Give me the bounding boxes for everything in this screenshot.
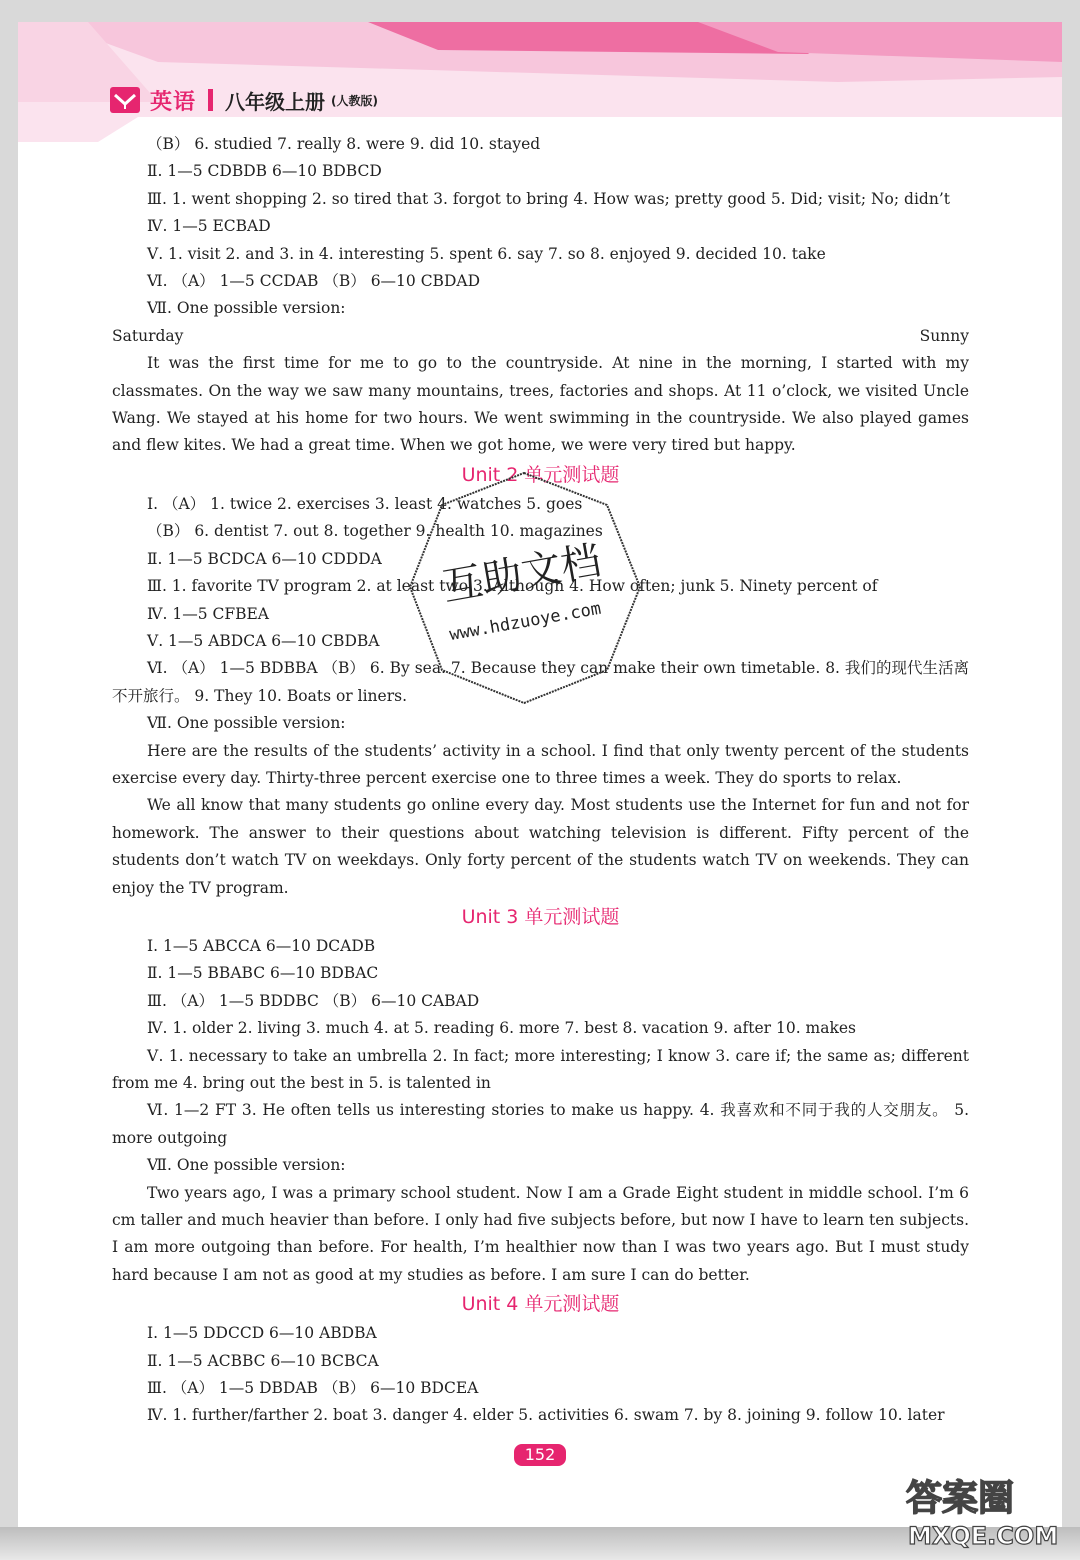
essay-paragraph: It was the first time for me to go to the countryside. At nine in the morning, I started with my classmates. On the way we saw many mountains, trees, factories and shops. At 11 o’clock, we visited Uncle Wang. We stayed at his home for two hours. We went swimming in the countryside. We also played games and flew kites. We had a great time. When we got home, we were very tired but happy. [112, 354, 969, 455]
unit-3-title: Unit 3 单元测试题 [461, 905, 620, 928]
document-page [18, 22, 1062, 1527]
watermark-text: 互助文档 [438, 537, 605, 611]
answer-line: Ⅴ. 1. visit 2. and 3. in 4. interesting 5. spent 6. say 7. so 8. enjoyed 9. decided 10. take [147, 244, 826, 263]
answer-line: Ⅲ. 1. favorite TV program 2. at least two 3. Although 4. How often; junk 5. Ninety percent of [147, 577, 878, 596]
answer-line: Ⅲ. （A） 1—5 DBDAB （B） 6—10 BDCEA [147, 1379, 479, 1398]
answer-line: Ⅶ. One possible version: [147, 1156, 346, 1175]
answer-line: （B） 6. studied 7. really 8. were 9. did 10. stayed [147, 135, 541, 153]
answer-line: Ⅰ. 1—5 ABCCA 6—10 DCADB [147, 936, 376, 955]
watermark-url: www.hdzuoye.com [447, 598, 603, 646]
essay-paragraph: Two years ago, I was a primary school student. Now I am a Grade Eight student in middle school. I’m 6 cm taller and much heavier than before. I only had five subjects before, but now I have to learn ten subjects. I am more outgoing than before. For health, I’m healthier now than I was two years ago. But I must study hard because I am not as good at my studies as before. I am sure I can do better. [112, 1183, 969, 1284]
answer-line: Ⅱ. 1—5 CDBDB 6—10 BDBCD [147, 162, 382, 181]
header-divider [208, 89, 213, 111]
answer-line: Ⅱ. 1—5 ACBBC 6—10 BCBCA [147, 1351, 379, 1370]
running-header [110, 84, 378, 116]
subject-title: 英语 [150, 89, 197, 115]
answer-line: Ⅰ. （A） 1. twice 2. exercises 3. least 4. watches 5. goes [147, 494, 583, 513]
unit-2-title: Unit 2 单元测试题 [461, 463, 620, 486]
answer-line: Ⅵ. 1—2 FT 3. He often tells us interesting stories to make us happy. 4. 我喜欢和不同于我的人交朋友。 5. more outgoing [112, 1101, 969, 1147]
page-bottom-shadow [0, 1527, 1080, 1560]
answer-line: Ⅲ. （A） 1—5 BDDBC （B） 6—10 CABAD [147, 991, 480, 1010]
answer-line: Ⅶ. One possible version: [147, 299, 346, 318]
answer-line: Ⅳ. 1. further/farther 2. boat 3. danger 4. elder 5. activities 6. swam 7. by 8. joining 9. follow 10. later [147, 1406, 945, 1425]
essay-paragraph: We all know that many students go online every day. Most students use the Internet for fun and not for homework. The answer to their questions about watching television is different. Fifty percent of the students don’t watch TV on weekdays. Only forty percent of the students watch TV on weekends. They can enjoy the TV program. [112, 796, 969, 897]
header-band [18, 22, 1062, 142]
answer-line: Ⅰ. 1—5 DDCCD 6—10 ABDBA [147, 1324, 377, 1343]
unit-4-title: Unit 4 单元测试题 [461, 1293, 620, 1316]
answer-line: Ⅱ. 1—5 BCDCA 6—10 CDDDA [147, 549, 382, 568]
answer-line: Ⅱ. 1—5 BBABC 6—10 BDBAC [147, 964, 379, 983]
diary-heading [112, 323, 969, 350]
answer-line: Ⅳ. 1. older 2. living 3. much 4. at 5. reading 6. more 7. best 8. vacation 9. after 10. makes [147, 1019, 857, 1038]
answer-line: Ⅶ. One possible version: [147, 714, 346, 733]
diary-weather: Sunny [919, 326, 969, 345]
answer-line: Ⅲ. 1. went shopping 2. so tired that 3. forgot to bring 4. How was; pretty good 5. Did; visit; No; didn’t [147, 189, 950, 208]
answer-content [112, 131, 969, 1430]
corner-watermark-text: 答案圈 [906, 1478, 1015, 1519]
answer-line: Ⅵ. （A） 1—5 BDBBA （B） 6. By sea. 7. Because they can make their own timetable. 8. 我们的现代生活离不开旅行。 9. They 10. Boats or liners. [112, 659, 969, 705]
answer-line: Ⅳ. 1—5 CFBEA [147, 604, 270, 623]
essay-paragraph: Here are the results of the students’ activity in a school. I find that only twenty percent of the students exercise every day. Thirty-three percent exercise one to three times a week. They do sports to relax. [112, 741, 969, 787]
grade-title: 八年级上册 [225, 89, 326, 114]
answer-line: Ⅴ. 1. necessary to take an umbrella 2. In fact; more interesting; I know 3. care if; the same as; different from me 4. bring out the best in 5. is talented in [112, 1046, 969, 1092]
page-number: 152 [514, 1444, 566, 1466]
corner-watermark-url: MXQE.COM [908, 1522, 1059, 1550]
book-logo-icon [110, 87, 140, 113]
edition-label: (人教版) [331, 93, 378, 108]
answer-line: Ⅴ. 1—5 ABDCA 6—10 CBDBA [147, 631, 380, 650]
answer-line: （B） 6. dentist 7. out 8. together 9. health 10. magazines [147, 522, 603, 541]
diary-day: Saturday [112, 326, 184, 345]
answer-line: Ⅳ. 1—5 ECBAD [147, 217, 271, 236]
answer-line: Ⅵ. （A） 1—5 CCDAB （B） 6—10 CBDAD [147, 272, 481, 291]
